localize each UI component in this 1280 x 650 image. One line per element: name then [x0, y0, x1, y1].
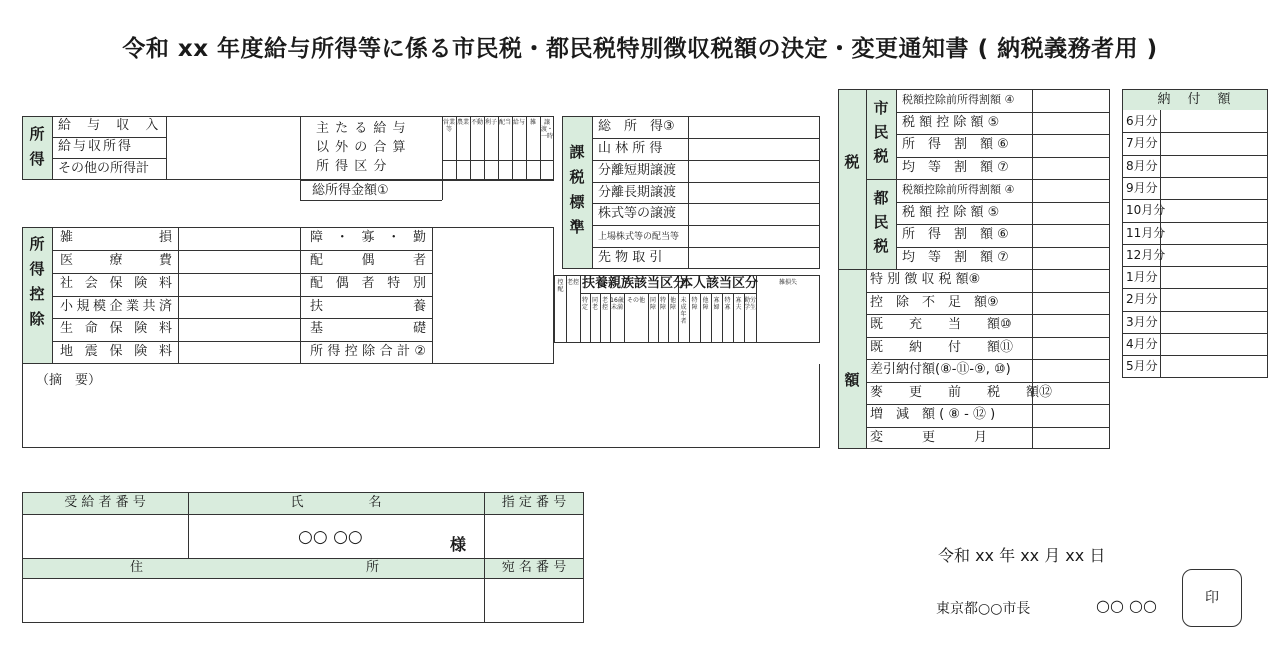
tax-base-label: 分離短期譲渡	[598, 163, 677, 178]
tax-summary-label: 増 減 額 ( ⑧ - ⑫ )	[870, 407, 996, 422]
payment-month-label: 3月分	[1126, 315, 1158, 329]
tax-summary-label: 麥 更 前 税 額⑫	[870, 385, 1053, 400]
deduction-label: 雑 損	[60, 230, 172, 245]
income-kind-label: 営業 等	[442, 119, 455, 133]
address-number-label: 宛 名 番 号	[501, 560, 567, 575]
deduction-label: 配 偶 者	[310, 253, 426, 268]
family-col-label: 他障	[669, 297, 676, 311]
metro-tax-label: 都 民 税	[873, 189, 889, 255]
grid-line	[866, 359, 1110, 360]
grid-line	[592, 182, 820, 183]
main-salary-label: 主 た る 給 与 以 外 の 合 算 所 得 区 分	[316, 121, 407, 174]
deduction-label: 小規模企業共済	[60, 299, 172, 314]
self-header: 本人該当区分	[680, 276, 759, 291]
grid-line	[896, 224, 1110, 225]
grid-line	[866, 404, 1110, 405]
honorific: 様	[450, 535, 467, 554]
family-col-label: 老控	[601, 297, 608, 311]
dependent-col-label: 雑損失	[778, 279, 797, 286]
deduction-label: 基 礎	[310, 321, 426, 336]
payment-month-label: 8月分	[1126, 159, 1158, 173]
grid-line	[1122, 222, 1268, 223]
grid-line	[1122, 199, 1268, 200]
self-col-label: 他障	[702, 297, 709, 311]
issue-date: 令和 xx 年 xx 月 xx 日	[938, 546, 1106, 565]
deduction-label: 地 震 保 険 料	[60, 344, 172, 359]
grid-line	[592, 203, 820, 204]
grid-line	[52, 273, 432, 274]
tax-outer-label-bottom: 額	[844, 371, 860, 389]
grid-line	[866, 314, 1110, 315]
payment-month-label: 5月分	[1126, 359, 1158, 373]
grid-line	[52, 296, 432, 297]
recipient-number-label: 受 給 者 番 号	[64, 495, 146, 510]
grid-line	[866, 179, 1110, 180]
grid-line	[896, 134, 1110, 135]
city-tax-row-label: 所 得 割 額 ⑥	[902, 137, 1009, 152]
tax-base-group-label: 課 税 標 準	[569, 143, 585, 236]
family-col-label: 16歳未満	[610, 297, 624, 311]
tax-base-label: 山 林 所 得	[598, 141, 663, 156]
income-kind-label: 譲渡・一時	[540, 119, 553, 140]
grid-line	[52, 250, 432, 251]
income-group-label: 所 得	[29, 125, 45, 168]
dependent-col-label: 控配	[557, 279, 564, 293]
payment-header: 納 付 額	[1157, 92, 1233, 107]
payment-month-label: 9月分	[1126, 181, 1158, 195]
grid-line	[592, 225, 820, 226]
family-col-label: その他	[626, 297, 645, 304]
grid-line	[592, 160, 820, 161]
grid-line	[866, 292, 1110, 293]
tax-base-label: 上場株式等の配当等	[598, 232, 680, 242]
grid-line	[866, 382, 1110, 383]
grid-line	[866, 427, 1110, 428]
income-kind-label: 利子	[484, 119, 497, 126]
income-row-label: 給 与 収 入	[58, 118, 165, 133]
income-row-label: その他の所得計	[58, 161, 150, 176]
grid-line	[1122, 177, 1268, 178]
self-col-label: 寡夫	[735, 297, 742, 311]
tax-summary-label: 控 除 不 足 額⑨	[870, 295, 999, 310]
family-header: 扶養親族該当区分	[582, 276, 687, 291]
mayor-title: 東京都○○市長	[936, 601, 1031, 617]
recipient-name-label: 氏 名	[290, 495, 382, 510]
grid-line	[592, 138, 820, 139]
family-col-label: 特定	[581, 297, 588, 311]
family-col-label: 同障	[649, 297, 656, 311]
family-col-label: 同老	[591, 297, 598, 311]
grid-line	[580, 293, 756, 294]
payment-month-label: 7月分	[1126, 136, 1158, 150]
city-tax-row-label: 税 額 控 除 額 ⑤	[902, 115, 1000, 130]
grid-line	[838, 269, 1110, 270]
payment-month-label: 6月分	[1126, 114, 1158, 128]
tax-base-label: 先 物 取 引	[598, 250, 663, 265]
income-kind-label: 不動	[470, 119, 483, 126]
payment-month-label: 2月分	[1126, 292, 1158, 306]
deductions-group-label: 所 得 控 除	[29, 235, 45, 328]
deduction-label: 扶 養	[310, 299, 426, 314]
self-col-label: 未成年者	[680, 297, 687, 325]
tax-summary-label: 差引納付額(⑧-⑪-⑨, ⑩)	[870, 362, 1011, 377]
remarks-box	[22, 364, 820, 448]
tax-summary-label: 特 別 徴 収 税 額⑧	[870, 272, 981, 287]
payment-month-label: 1月分	[1126, 270, 1158, 284]
deduction-label: 社 会 保 険 料	[60, 276, 172, 291]
payment-month-label: 10月分	[1126, 203, 1166, 217]
deduction-label: 医 療 費	[60, 253, 172, 268]
mayor-name: ○○ ○○	[1096, 596, 1157, 615]
grid-line	[896, 112, 1110, 113]
grid-line	[1122, 333, 1268, 334]
tax-base-label: 総 所 得③	[598, 119, 675, 134]
city-tax-row-label: 均 等 割 額 ⑦	[902, 160, 1009, 175]
income-kind-label: 農業	[456, 119, 469, 126]
deduction-label: 配 偶 者 特 別	[310, 276, 426, 291]
grid-line	[1122, 244, 1268, 245]
grid-line	[896, 202, 1110, 203]
grid-line	[866, 337, 1110, 338]
grid-line	[896, 247, 1110, 248]
self-col-label: 寡婦	[713, 297, 720, 311]
tax-summary-label: 既 納 付 額⑪	[870, 340, 1014, 355]
address-label-left: 住	[130, 560, 144, 575]
grid-line	[1122, 311, 1268, 312]
tax-base-label: 分離長期譲渡	[598, 185, 677, 200]
grid-line	[1122, 266, 1268, 267]
self-col-label: 特障	[691, 297, 698, 311]
metro-tax-row-label: 均 等 割 額 ⑦	[902, 250, 1009, 265]
address-label-right: 所	[366, 560, 380, 575]
grid-line	[592, 247, 820, 248]
metro-tax-row-label: 所 得 割 額 ⑥	[902, 227, 1009, 242]
payment-month-label: 11月分	[1126, 226, 1166, 240]
deduction-label: 所得控除合計②	[310, 344, 426, 359]
self-col-label: 特寡	[724, 297, 731, 311]
grid-line	[1122, 155, 1268, 156]
self-col-label: 勤労学生	[744, 297, 757, 311]
payment-month-label: 12月分	[1126, 248, 1166, 262]
tax-outer-label: 税	[844, 153, 860, 171]
grid-line	[52, 318, 432, 319]
family-col-label: 特障	[659, 297, 666, 311]
city-tax-row-label: 税額控除前所得割額 ④	[902, 93, 1015, 106]
payment-month-label: 4月分	[1126, 337, 1158, 351]
remarks-label: （摘 要）	[36, 373, 102, 388]
deduction-label: 障 ・ 寡 ・ 勤	[310, 230, 426, 245]
income-kind-label: 配当	[498, 119, 511, 126]
grid-line	[1122, 355, 1268, 356]
deduction-label: 生 命 保 険 料	[60, 321, 172, 336]
metro-tax-row-label: 税 額 控 除 額 ⑤	[902, 205, 1000, 220]
income-kind-label: 給与	[512, 119, 525, 126]
income-kind-label: 雑	[529, 119, 536, 126]
tax-base-label: 株式等の譲渡	[598, 206, 677, 221]
tax-summary-label: 既 充 当 額⑩	[870, 317, 1012, 332]
designated-number-label: 指 定 番 号	[501, 495, 567, 510]
seal-box: 印	[1182, 569, 1242, 627]
metro-tax-row-label: 税額控除前所得割額 ④	[902, 183, 1015, 196]
document-title: 令和 xx 年度給与所得等に係る市民税・都民税特別徴収税額の決定・変更通知書 ( 納税義務者用 )	[122, 36, 1158, 62]
income-row-label: 給与収所得	[58, 139, 134, 154]
grid-line	[896, 157, 1110, 158]
grid-line	[52, 341, 432, 342]
city-tax-label: 市 民 税	[873, 99, 889, 165]
grid-line	[1122, 132, 1268, 133]
total-income-label: 総所得金額①	[312, 183, 389, 198]
recipient-name-value: ○○ ○○	[298, 527, 363, 547]
grid-line	[1122, 288, 1268, 289]
tax-summary-label: 変 更 月	[870, 430, 988, 445]
dependent-col-label: 老控	[567, 279, 580, 286]
